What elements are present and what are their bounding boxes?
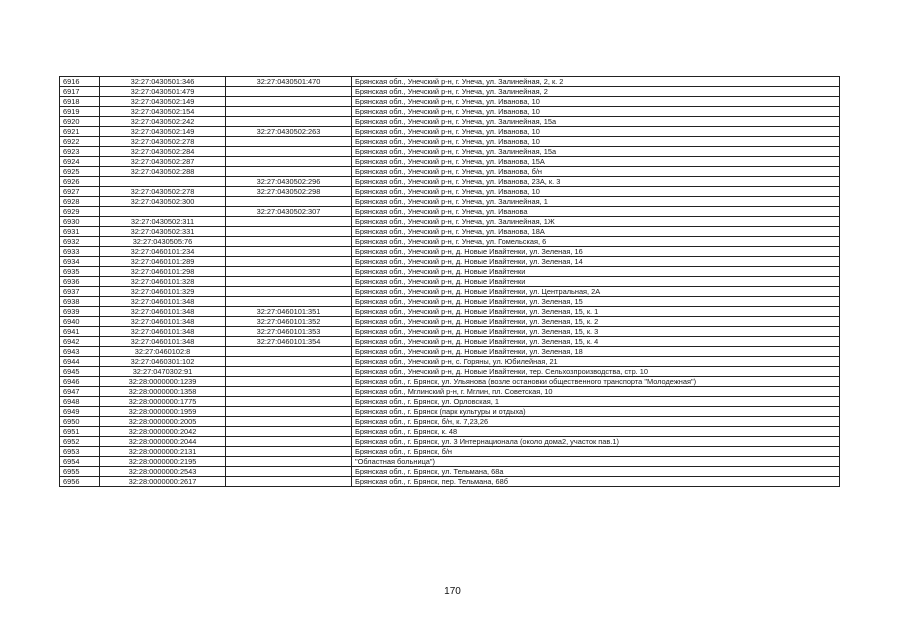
table-row <box>60 157 840 167</box>
cadastral-number-cell: 32:28:0000000:1239 <box>100 377 226 387</box>
table-row <box>60 97 840 107</box>
table-row <box>60 427 840 437</box>
row-number-cell: 6954 <box>60 457 100 467</box>
table-row <box>60 457 840 467</box>
address-cell: Брянская обл., Унечский р-н, г. Унеча, ул. Залинейная, 1Ж <box>352 217 840 227</box>
cadastral-number-cell: 32:27:0430501:346 <box>100 77 226 87</box>
row-number-cell: 6948 <box>60 397 100 407</box>
cadastral-number-cell: 32:27:0430502:278 <box>100 187 226 197</box>
table-row <box>60 127 840 137</box>
table-row <box>60 377 840 387</box>
address-cell: Брянская обл., Унечский р-н, д. Новые Ивайтенки, ул. Зеленая, 18 <box>352 347 840 357</box>
linked-cadastral-number-cell <box>226 427 352 437</box>
table-row <box>60 147 840 157</box>
linked-cadastral-number-cell <box>226 197 352 207</box>
address-cell: Брянская обл., Унечский р-н, г. Унеча, ул. Иванова, 10 <box>352 127 840 137</box>
cadastral-number-cell: 32:27:0460101:348 <box>100 337 226 347</box>
row-number-cell: 6951 <box>60 427 100 437</box>
row-number-cell: 6947 <box>60 387 100 397</box>
linked-cadastral-number-cell: 32:27:0430502:298 <box>226 187 352 197</box>
table-row <box>60 267 840 277</box>
cadastral-number-cell: 32:28:0000000:2131 <box>100 447 226 457</box>
linked-cadastral-number-cell <box>226 147 352 157</box>
address-cell: Брянская обл., Унечский р-н, д. Новые Ивайтенки <box>352 277 840 287</box>
cadastral-number-cell: 32:27:0430502:149 <box>100 127 226 137</box>
table-row <box>60 317 840 327</box>
cadastral-number-cell: 32:28:0000000:1959 <box>100 407 226 417</box>
table-row <box>60 137 840 147</box>
row-number-cell: 6940 <box>60 317 100 327</box>
address-cell: Брянская обл., Унечский р-н, д. Новые Ивайтенки <box>352 267 840 277</box>
table-row <box>60 297 840 307</box>
linked-cadastral-number-cell <box>226 227 352 237</box>
cadastral-number-cell: 32:27:0460101:348 <box>100 297 226 307</box>
linked-cadastral-number-cell <box>226 287 352 297</box>
address-cell: Брянская обл., Унечский р-н, д. Новые Ивайтенки, ул. Зеленая, 16 <box>352 247 840 257</box>
address-cell: Брянская обл., Унечский р-н, г. Унеча, ул. Иванова <box>352 207 840 217</box>
row-number-cell: 6918 <box>60 97 100 107</box>
address-cell: Брянская обл., Унечский р-н, г. Унеча, ул. Иванова, 10 <box>352 137 840 147</box>
table-row <box>60 397 840 407</box>
cadastral-number-cell <box>100 177 226 187</box>
table-row <box>60 207 840 217</box>
linked-cadastral-number-cell <box>226 247 352 257</box>
linked-cadastral-number-cell <box>226 217 352 227</box>
row-number-cell: 6953 <box>60 447 100 457</box>
linked-cadastral-number-cell <box>226 87 352 97</box>
table-row <box>60 467 840 477</box>
cadastral-number-cell: 32:27:0460101:298 <box>100 267 226 277</box>
cadastral-number-cell: 32:27:0460301:102 <box>100 357 226 367</box>
cadastral-number-cell: 32:27:0460101:348 <box>100 327 226 337</box>
row-number-cell: 6922 <box>60 137 100 147</box>
address-cell: Брянская обл., Унечский р-н, г. Унеча, ул. Иванова, 10 <box>352 187 840 197</box>
linked-cadastral-number-cell <box>226 367 352 377</box>
registry-table-body <box>60 77 840 487</box>
address-cell: Брянская обл., Унечский р-н, г. Унеча, ул. Иванова, 18А <box>352 227 840 237</box>
linked-cadastral-number-cell: 32:27:0430502:307 <box>226 207 352 217</box>
address-cell: Брянская обл., Унечский р-н, г. Унеча, ул. Залинейная, 2, к. 2 <box>352 77 840 87</box>
table-row <box>60 167 840 177</box>
address-cell: Брянская обл., Унечский р-н, г. Унеча, ул. Иванова, 10 <box>352 97 840 107</box>
cadastral-number-cell: 32:27:0460101:289 <box>100 257 226 267</box>
table-row <box>60 247 840 257</box>
row-number-cell: 6937 <box>60 287 100 297</box>
linked-cadastral-number-cell <box>226 447 352 457</box>
cadastral-number-cell: 32:27:0460101:329 <box>100 287 226 297</box>
linked-cadastral-number-cell <box>226 357 352 367</box>
table-row <box>60 227 840 237</box>
cadastral-number-cell: 32:27:0430501:479 <box>100 87 226 97</box>
row-number-cell: 6931 <box>60 227 100 237</box>
linked-cadastral-number-cell: 32:27:0430501:470 <box>226 77 352 87</box>
linked-cadastral-number-cell <box>226 117 352 127</box>
linked-cadastral-number-cell <box>226 157 352 167</box>
linked-cadastral-number-cell <box>226 137 352 147</box>
registry-table <box>59 76 840 487</box>
table-row <box>60 197 840 207</box>
row-number-cell: 6919 <box>60 107 100 117</box>
table-row <box>60 447 840 457</box>
cadastral-number-cell: 32:27:0430502:154 <box>100 107 226 117</box>
table-row <box>60 417 840 427</box>
row-number-cell: 6925 <box>60 167 100 177</box>
cadastral-number-cell: 32:27:0430502:288 <box>100 167 226 177</box>
address-cell: Брянская обл., Унечский р-н, д. Новые Ивайтенки, ул. Зеленая, 14 <box>352 257 840 267</box>
row-number-cell: 6924 <box>60 157 100 167</box>
row-number-cell: 6929 <box>60 207 100 217</box>
table-row <box>60 287 840 297</box>
table-row <box>60 437 840 447</box>
cadastral-number-cell <box>100 207 226 217</box>
table-row <box>60 367 840 377</box>
address-cell: Брянская обл., Мглинский р-н, г. Мглин, пл. Советская, 10 <box>352 387 840 397</box>
row-number-cell: 6934 <box>60 257 100 267</box>
table-row <box>60 77 840 87</box>
address-cell: "Областная больница") <box>352 457 840 467</box>
address-cell: Брянская обл., г. Брянск, к. 48 <box>352 427 840 437</box>
table-row <box>60 177 840 187</box>
row-number-cell: 6956 <box>60 477 100 487</box>
linked-cadastral-number-cell <box>226 347 352 357</box>
address-cell: Брянская обл., Унечский р-н, г. Унеча, ул. Гомельская, 6 <box>352 237 840 247</box>
table-row <box>60 337 840 347</box>
cadastral-number-cell: 32:27:0460102:8 <box>100 347 226 357</box>
row-number-cell: 6926 <box>60 177 100 187</box>
linked-cadastral-number-cell: 32:27:0430502:296 <box>226 177 352 187</box>
table-row <box>60 347 840 357</box>
row-number-cell: 6943 <box>60 347 100 357</box>
row-number-cell: 6945 <box>60 367 100 377</box>
cadastral-number-cell: 32:28:0000000:2617 <box>100 477 226 487</box>
linked-cadastral-number-cell <box>226 417 352 427</box>
table-row <box>60 187 840 197</box>
table-row <box>60 257 840 267</box>
linked-cadastral-number-cell <box>226 467 352 477</box>
linked-cadastral-number-cell <box>226 237 352 247</box>
address-cell: Брянская обл., Унечский р-н, д. Новые Ивайтенки, ул. Зеленая, 15, к. 4 <box>352 337 840 347</box>
row-number-cell: 6928 <box>60 197 100 207</box>
table-row <box>60 117 840 127</box>
address-cell: Брянская обл., Унечский р-н, с. Горяны, ул. Юбилейная, 21 <box>352 357 840 367</box>
linked-cadastral-number-cell <box>226 107 352 117</box>
cadastral-number-cell: 32:28:0000000:1775 <box>100 397 226 407</box>
address-cell: Брянская обл., Унечский р-н, г. Унеча, ул. Иванова, 23А, к. 3 <box>352 177 840 187</box>
cadastral-number-cell: 32:27:0460101:234 <box>100 247 226 257</box>
address-cell: Брянская обл., Унечский р-н, г. Унеча, ул. Залинейная, 1 <box>352 197 840 207</box>
linked-cadastral-number-cell: 32:27:0430502:263 <box>226 127 352 137</box>
linked-cadastral-number-cell: 32:27:0460101:352 <box>226 317 352 327</box>
address-cell: Брянская обл., г. Брянск, б/н, к. 7,23,26 <box>352 417 840 427</box>
cadastral-number-cell: 32:27:0430502:284 <box>100 147 226 157</box>
address-cell: Брянская обл., г. Брянск, ул. Тельмана, 68а <box>352 467 840 477</box>
table-row <box>60 307 840 317</box>
address-cell: Брянская обл., г. Брянск, пер. Тельмана, 68б <box>352 477 840 487</box>
address-cell: Брянская обл., г. Брянск, ул. Ульянова (возле остановки общественного транспорта "Молодежная") <box>352 377 840 387</box>
row-number-cell: 6949 <box>60 407 100 417</box>
cadastral-number-cell: 32:27:0430502:300 <box>100 197 226 207</box>
cadastral-number-cell: 32:28:0000000:2195 <box>100 457 226 467</box>
linked-cadastral-number-cell <box>226 387 352 397</box>
address-cell: Брянская обл., Унечский р-н, д. Новые Ивайтенки, ул. Зеленая, 15, к. 2 <box>352 317 840 327</box>
address-cell: Брянская обл., Унечский р-н, г. Унеча, ул. Иванова, 15А <box>352 157 840 167</box>
row-number-cell: 6933 <box>60 247 100 257</box>
row-number-cell: 6941 <box>60 327 100 337</box>
row-number-cell: 6939 <box>60 307 100 317</box>
address-cell: Брянская обл., г. Брянск, ул. 3 Интернационала (около дома2, участок пав.1) <box>352 437 840 447</box>
cadastral-number-cell: 32:27:0430505:76 <box>100 237 226 247</box>
cadastral-number-cell: 32:27:0430502:287 <box>100 157 226 167</box>
row-number-cell: 6923 <box>60 147 100 157</box>
row-number-cell: 6921 <box>60 127 100 137</box>
linked-cadastral-number-cell <box>226 167 352 177</box>
linked-cadastral-number-cell: 32:27:0460101:354 <box>226 337 352 347</box>
linked-cadastral-number-cell <box>226 437 352 447</box>
linked-cadastral-number-cell <box>226 397 352 407</box>
address-cell: Брянская обл., Унечский р-н, д. Новые Ивайтенки, ул. Центральная, 2А <box>352 287 840 297</box>
address-cell: Брянская обл., г. Брянск (парк культуры и отдыха) <box>352 407 840 417</box>
linked-cadastral-number-cell <box>226 457 352 467</box>
cadastral-number-cell: 32:27:0460101:328 <box>100 277 226 287</box>
cadastral-number-cell: 32:28:0000000:2042 <box>100 427 226 437</box>
cadastral-number-cell: 32:27:0460101:348 <box>100 307 226 317</box>
cadastral-number-cell: 32:27:0430502:331 <box>100 227 226 237</box>
linked-cadastral-number-cell <box>226 267 352 277</box>
address-cell: Брянская обл., Унечский р-н, г. Унеча, ул. Залинейная, 15а <box>352 117 840 127</box>
cadastral-number-cell: 32:28:0000000:2005 <box>100 417 226 427</box>
cadastral-number-cell: 32:27:0460101:348 <box>100 317 226 327</box>
cadastral-number-cell: 32:27:0430502:149 <box>100 97 226 107</box>
linked-cadastral-number-cell <box>226 277 352 287</box>
cadastral-number-cell: 32:27:0430502:278 <box>100 137 226 147</box>
row-number-cell: 6920 <box>60 117 100 127</box>
cadastral-number-cell: 32:27:0430502:242 <box>100 117 226 127</box>
row-number-cell: 6938 <box>60 297 100 307</box>
row-number-cell: 6927 <box>60 187 100 197</box>
linked-cadastral-number-cell <box>226 407 352 417</box>
table-row <box>60 357 840 367</box>
row-number-cell: 6952 <box>60 437 100 447</box>
row-number-cell: 6944 <box>60 357 100 367</box>
row-number-cell: 6942 <box>60 337 100 347</box>
address-cell: Брянская обл., Унечский р-н, г. Унеча, ул. Залинейная, 2 <box>352 87 840 97</box>
table-row <box>60 237 840 247</box>
address-cell: Брянская обл., Унечский р-н, г. Унеча, ул. Залинейная, 15а <box>352 147 840 157</box>
cadastral-number-cell: 32:28:0000000:2543 <box>100 467 226 477</box>
table-row <box>60 107 840 117</box>
table-row <box>60 327 840 337</box>
table-row <box>60 477 840 487</box>
row-number-cell: 6916 <box>60 77 100 87</box>
linked-cadastral-number-cell: 32:27:0460101:351 <box>226 307 352 317</box>
address-cell: Брянская обл., г. Брянск, ул. Орловская, 1 <box>352 397 840 407</box>
row-number-cell: 6950 <box>60 417 100 427</box>
address-cell: Брянская обл., Унечский р-н, д. Новые Ивайтенки, тер. Сельхозпроизводства, стр. 10 <box>352 367 840 377</box>
address-cell: Брянская обл., г. Брянск, б/н <box>352 447 840 457</box>
address-cell: Брянская обл., Унечский р-н, д. Новые Ивайтенки, ул. Зеленая, 15 <box>352 297 840 307</box>
row-number-cell: 6932 <box>60 237 100 247</box>
linked-cadastral-number-cell <box>226 257 352 267</box>
page-number: 170 <box>444 586 461 597</box>
address-cell: Брянская обл., Унечский р-н, г. Унеча, ул. Иванова, б/н <box>352 167 840 177</box>
address-cell: Брянская обл., Унечский р-н, г. Унеча, ул. Иванова, 10 <box>352 107 840 117</box>
cadastral-number-cell: 32:27:0470302:91 <box>100 367 226 377</box>
table-row <box>60 87 840 97</box>
table-row <box>60 407 840 417</box>
row-number-cell: 6917 <box>60 87 100 97</box>
table-row <box>60 217 840 227</box>
row-number-cell: 6955 <box>60 467 100 477</box>
table-row <box>60 387 840 397</box>
cadastral-number-cell: 32:28:0000000:1358 <box>100 387 226 397</box>
linked-cadastral-number-cell: 32:27:0460101:353 <box>226 327 352 337</box>
linked-cadastral-number-cell <box>226 477 352 487</box>
cadastral-number-cell: 32:28:0000000:2044 <box>100 437 226 447</box>
row-number-cell: 6946 <box>60 377 100 387</box>
address-cell: Брянская обл., Унечский р-н, д. Новые Ивайтенки, ул. Зеленая, 15, к. 1 <box>352 307 840 317</box>
linked-cadastral-number-cell <box>226 377 352 387</box>
row-number-cell: 6935 <box>60 267 100 277</box>
cadastral-number-cell: 32:27:0430502:311 <box>100 217 226 227</box>
row-number-cell: 6930 <box>60 217 100 227</box>
row-number-cell: 6936 <box>60 277 100 287</box>
linked-cadastral-number-cell <box>226 297 352 307</box>
linked-cadastral-number-cell <box>226 97 352 107</box>
table-row <box>60 277 840 287</box>
address-cell: Брянская обл., Унечский р-н, д. Новые Ивайтенки, ул. Зеленая, 15, к. 3 <box>352 327 840 337</box>
